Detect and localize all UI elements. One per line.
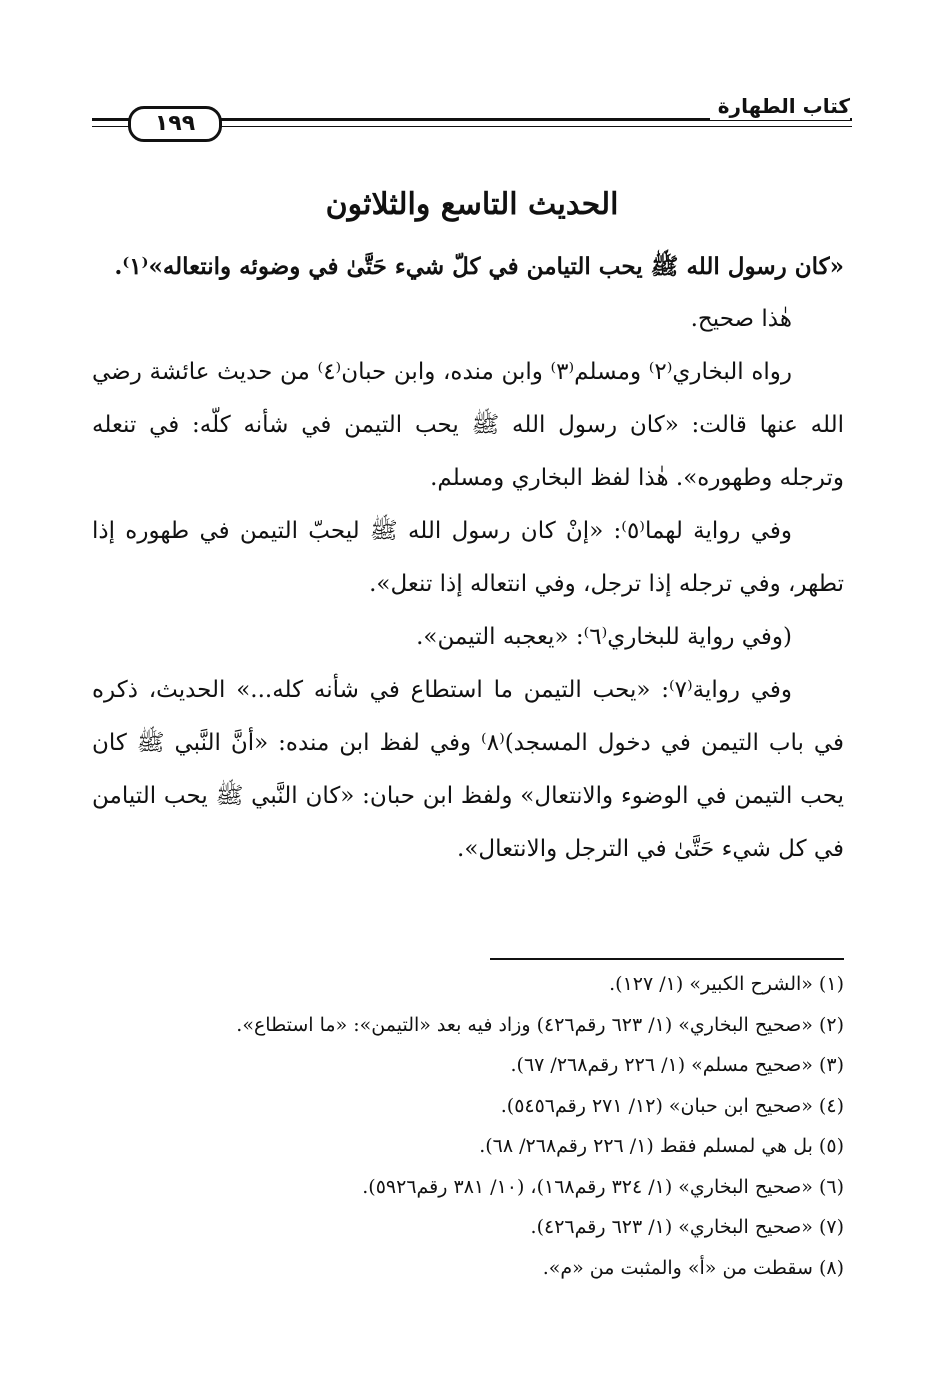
footnote: (٧) «صحيح البخاري» (١/ ٦٢٣ رقم٤٢٦).: [530, 1216, 844, 1238]
footnote: (٢) «صحيح البخاري» (١/ ٦٢٣ رقم٤٢٦) وزاد فيه بعد «التيمن»: «ما استطاع».: [236, 1013, 844, 1036]
main-text: [92, 240, 844, 876]
section-heading: الحديث التاسع والثلاثون: [325, 187, 619, 222]
footnote: (٣) «صحيح مسلم» (١/ ٢٢٦ رقم٢٦٨/ ٦٧).: [510, 1054, 844, 1076]
hadith-text: «كان رسول الله ﷺ يحب التيامن في كلّ شيء حَتَّىٰ في وضوئه وانتعاله»⁽١⁾.: [114, 253, 844, 280]
footnote: (٨) سقطت من «أ» والمثبت من «م».: [542, 1256, 844, 1279]
footnote: (٤) «صحيح ابن حبان» (١٢/ ٢٧١ رقم٥٤٥٦).: [500, 1094, 844, 1117]
book-title: كتاب الطهارة: [710, 92, 850, 120]
footnotes: [92, 964, 844, 1288]
paragraph: (وفي رواية للبخاري⁽٦⁾: «يعجبه التيمن».: [416, 624, 792, 650]
page-header: [92, 92, 852, 152]
paragraph: وفي رواية لهما⁽٥⁾: «إنْ كان رسول الله ﷺ ليحبّ التيمن في طهوره إذا تطهر، وفي ترجله إذا ترجل، وفي انتعاله إذا تنعل».: [92, 518, 844, 597]
footnote-separator: [490, 958, 844, 960]
page-number: ١٩٩: [128, 106, 222, 142]
paragraph: هٰذا صحيح.: [690, 306, 792, 332]
footnote: (٦) «صحيح البخاري» (١/ ٣٢٤ رقم١٦٨)، (١٠/ ٣٨١ رقم٥٩٢٦).: [362, 1175, 844, 1198]
footnote: (٥) بل هي لمسلم فقط (١/ ٢٢٦ رقم٢٦٨/ ٦٨).: [479, 1135, 844, 1157]
paragraph: وفي رواية⁽٧⁾: «يحب التيمن ما استطاع في شأنه كله...» الحديث، ذكره في باب التيمن في دخول المسجد)⁽٨⁾ وفي لفظ ابن منده: «أنَّ النَّبي ﷺ كان يحب التيمن في الوضوء والانتعال» ولفظ ابن حبان: «كان النَّبي ﷺ يحب التيامن في كل شيء حَتَّىٰ في الترجل والانتعال».: [92, 677, 844, 862]
paragraph: رواه البخاري⁽٢⁾ ومسلم⁽٣⁾ وابن منده، وابن حبان⁽٤⁾ من حديث عائشة رضي الله عنها قالت: «كان رسول الله ﷺ يحب التيمن في شأنه كلّه: في تنعله وترجله وطهوره». هٰذا لفظ البخاري ومسلم.: [92, 359, 844, 491]
footnote: (١) «الشرح الكبير» (١/ ١٢٧).: [609, 973, 844, 995]
